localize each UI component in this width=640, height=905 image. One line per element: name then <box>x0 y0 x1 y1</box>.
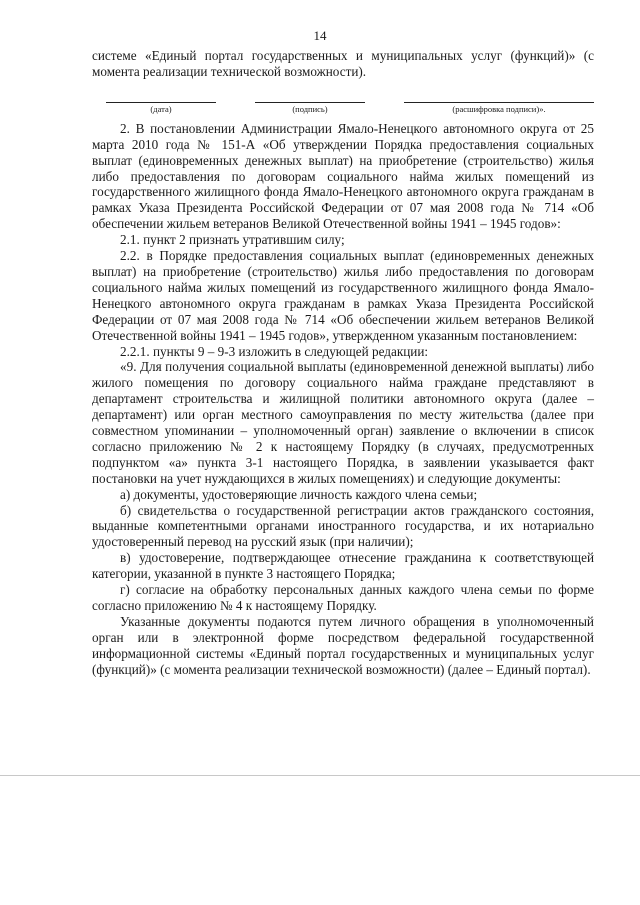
date-line <box>106 102 216 103</box>
paragraph-9: «9. Для получения социальной выплаты (единовременной денежной выплаты) либо жилого помещения по договору социального найма граждане представляют в департамент строительства и жилищной политики автономного округа (далее – департамент) или орган местного самоуправления по месту жительства (далее при совместном упоминании – уполномоченный орган) заявление о включении в список согласно приложению № 2 к настоящему Порядку (в случаях, предусмотренных подпунктом «а» пункта 3-1 настоящего Порядка, в заявлении указывается факт постановки на учет нуждающихся в жилых помещениях) и следующие документы: <box>92 359 594 486</box>
date-field <box>106 102 216 115</box>
list-item-g: г) согласие на обработку персональных данных каждого члена семьи по форме согласно приложению № 4 к настоящему Порядку. <box>92 582 594 613</box>
paragraph-2-2: 2.2. в Порядке предоставления социальных выплат (единовременных денежных выплат) на приобретение (строительство) жилья либо предоставления по договорам социального найма жилых помещений из государственного жилищного фонда Ямало-Ненецкого автономного округа гражданам в рамках Указа Президента Российской Федерации от 07 мая 2008 года № 714 «Об обеспечении жильем ветеранов Великой Отечественной войны 1941 – 1945 годов», утвержденном указанным постановлением: <box>92 248 594 343</box>
date-caption: (дата) <box>150 103 172 114</box>
signature-caption: (подпись) <box>292 103 328 114</box>
list-item-v: в) удостоверение, подтверждающее отнесение гражданина к соответствующей категории, указанной в пункте 3 настоящего Порядка; <box>92 550 594 582</box>
paragraph-documents-submission: Указанные документы подаются путем личного обращения в уполномоченный орган или в электронной форме посредством федеральной государственной информационной системы «Единый портал государственных и муниципальных услуг (функций)» (с момента реализации технической возможности) (далее – Единый портал). <box>92 613 594 677</box>
page-number: 14 <box>313 28 327 43</box>
intro-paragraph: системе «Единый портал государственных и муниципальных услуг (функций)» (с момента реализации технической возможности). <box>92 48 594 79</box>
list-item-b: б) свидетельства о государственной регистрации актов гражданского состояния, выданные компетентными органами иностранного государства, и их нотариально удостоверенный перевод на русский язык (при наличии); <box>92 502 594 550</box>
signature-field <box>255 102 365 115</box>
paragraph-2-2-1: 2.2.1. пункты 9 – 9-3 изложить в следующей редакции: <box>120 343 429 359</box>
list-item-a: а) документы, удостоверяющие личность каждого члена семьи; <box>120 486 478 502</box>
document-body <box>92 48 594 678</box>
paragraph-2-1: 2.1. пункт 2 признать утратившим силу; <box>120 232 345 248</box>
signature-block <box>106 102 594 115</box>
paragraph-2: 2. В постановлении Администрации Ямало-Ненецкого автономного округа от 25 марта 2010 года № 151-А «Об утверждении Порядка предоставления социальных выплат (единовременных денежных выплат) на приобретение (строительство) жилья либо предоставления по договорам социального найма жилых помещений из государственного жилищного фонда Ямало-Ненецкого автономного округа гражданам в рамках Указа Президента Российской Федерации от 07 мая 2008 года № 714 «Об обеспечении жильем ветеранов Великой Отечественной войны 1941 – 1945 годов»: <box>92 120 594 232</box>
decode-line <box>404 102 594 103</box>
decode-caption: (расшифровка подписи)». <box>452 103 546 114</box>
signature-line <box>255 102 365 103</box>
decode-field <box>404 102 594 115</box>
